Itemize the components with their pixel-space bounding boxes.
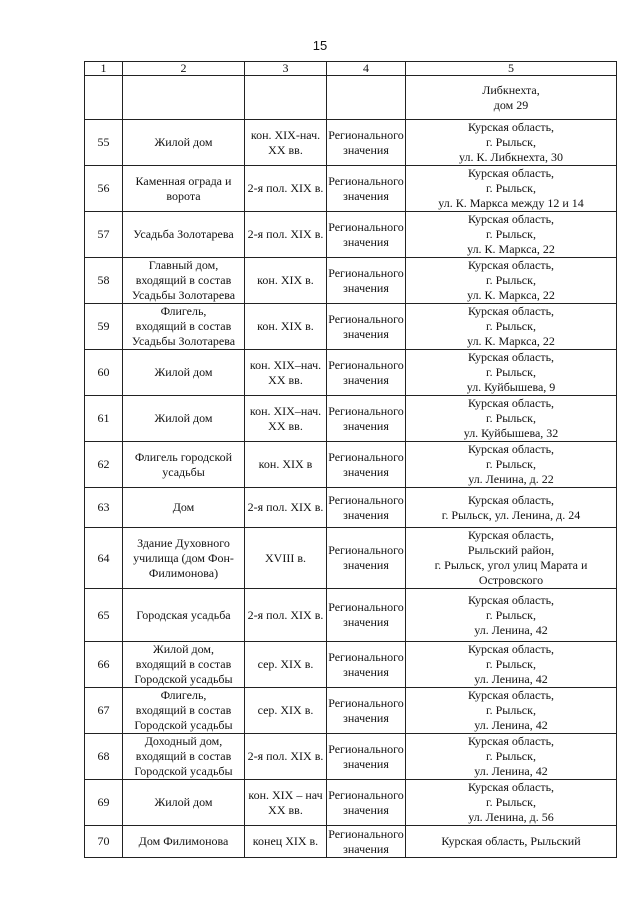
heritage-objects-table bbox=[84, 61, 617, 858]
cell-address: Курская область, Рыльский район, г. Рыльск, угол улиц Марата и Островского bbox=[406, 528, 617, 589]
cell-date: сер. XIX в. bbox=[245, 642, 327, 688]
cell-number: 66 bbox=[85, 642, 123, 688]
cell-name: Главный дом, входящий в состав Усадьбы Золотарева bbox=[123, 258, 245, 304]
cell-number: 64 bbox=[85, 528, 123, 589]
cell-category: Регионального значения bbox=[327, 350, 406, 396]
cell-category: Регионального значения bbox=[327, 734, 406, 780]
table-row bbox=[85, 589, 617, 642]
cell-number: 58 bbox=[85, 258, 123, 304]
cell-date: кон. XIX–нач. XX вв. bbox=[245, 396, 327, 442]
column-header: 5 bbox=[406, 62, 617, 76]
cell-number: 67 bbox=[85, 688, 123, 734]
table-header-row bbox=[85, 62, 617, 76]
cell-category: Регионального значения bbox=[327, 528, 406, 589]
column-header: 4 bbox=[327, 62, 406, 76]
cell-address: Либкнехта, дом 29 bbox=[406, 76, 617, 120]
cell-name: Жилой дом bbox=[123, 350, 245, 396]
cell-date: кон. XIX в. bbox=[245, 304, 327, 350]
table-row bbox=[85, 120, 617, 166]
cell-name: Жилой дом bbox=[123, 396, 245, 442]
cell-date: кон. XIX – нач XX вв. bbox=[245, 780, 327, 826]
table-row bbox=[85, 528, 617, 589]
cell-name: Жилой дом, входящий в состав Городской усадьбы bbox=[123, 642, 245, 688]
column-header: 2 bbox=[123, 62, 245, 76]
cell-number bbox=[85, 76, 123, 120]
cell-address: Курская область, г. Рыльск, ул. К. Маркса, 22 bbox=[406, 212, 617, 258]
page-number: 15 bbox=[312, 38, 328, 53]
table-row bbox=[85, 258, 617, 304]
cell-date: 2-я пол. XIX в. bbox=[245, 166, 327, 212]
cell-number: 70 bbox=[85, 826, 123, 858]
cell-category: Регионального значения bbox=[327, 120, 406, 166]
cell-address: Курская область, г. Рыльск, ул. Ленина, 42 bbox=[406, 688, 617, 734]
table-row bbox=[85, 350, 617, 396]
cell-date: сер. XIX в. bbox=[245, 688, 327, 734]
cell-category: Регионального значения bbox=[327, 488, 406, 528]
cell-address: Курская область, г. Рыльск, ул. К. Маркса, 22 bbox=[406, 304, 617, 350]
cell-name: Доходный дом, входящий в состав Городской усадьбы bbox=[123, 734, 245, 780]
table-row bbox=[85, 488, 617, 528]
cell-date bbox=[245, 76, 327, 120]
cell-address: Курская область, г. Рыльск, ул. К. Маркса, 22 bbox=[406, 258, 617, 304]
table-row bbox=[85, 212, 617, 258]
cell-category: Регионального значения bbox=[327, 688, 406, 734]
cell-date: кон. XIX-нач. XX вв. bbox=[245, 120, 327, 166]
cell-address: Курская область, г. Рыльск, ул. Ленина, д. 22 bbox=[406, 442, 617, 488]
cell-category: Регионального значения bbox=[327, 396, 406, 442]
cell-category: Регионального значения bbox=[327, 642, 406, 688]
cell-address: Курская область, Рыльский bbox=[406, 826, 617, 858]
table-row bbox=[85, 166, 617, 212]
cell-category: Регионального значения bbox=[327, 304, 406, 350]
cell-name: Флигель, входящий в состав Усадьбы Золотарева bbox=[123, 304, 245, 350]
cell-number: 63 bbox=[85, 488, 123, 528]
table-row bbox=[85, 442, 617, 488]
cell-date: конец XIX в. bbox=[245, 826, 327, 858]
cell-category: Регионального значения bbox=[328, 826, 404, 856]
cell-category: Регионального значения bbox=[327, 258, 406, 304]
cell-category: Регионального значения bbox=[327, 442, 406, 488]
cell-address: Курская область, г. Рыльск, ул. Ленина, 42 bbox=[406, 589, 617, 642]
cell-address: Курская область, г. Рыльск, ул. Ленина, д. 24 bbox=[406, 488, 617, 528]
table-row-continuation bbox=[85, 76, 617, 120]
cell-date: кон. XIX–нач. XX вв. bbox=[245, 350, 327, 396]
cell-address: Курская область, г. Рыльск, ул. К. Либкнехта, 30 bbox=[406, 120, 617, 166]
table-row bbox=[85, 688, 617, 734]
cell-date: кон. XIX в. bbox=[245, 258, 327, 304]
cell-name: Здание Духовного училища (дом Фон- Филимонова) bbox=[123, 528, 245, 589]
column-header: 3 bbox=[245, 62, 327, 76]
table-row bbox=[85, 304, 617, 350]
cell-address: Курская область, г. Рыльск, ул. Ленина, 42 bbox=[406, 734, 617, 780]
cell-number: 65 bbox=[85, 589, 123, 642]
cell-category: Регионального значения bbox=[327, 166, 406, 212]
cell-number: 61 bbox=[85, 396, 123, 442]
column-header: 1 bbox=[85, 62, 123, 76]
cell-address: Курская область, г. Рыльск, ул. Куйбышева, 9 bbox=[406, 350, 617, 396]
cell-category: Регионального значения bbox=[327, 589, 406, 642]
cell-address: Курская область, г. Рыльск, ул. Ленина, д. 56 bbox=[406, 780, 617, 826]
cell-address: Курская область, г. Рыльск, ул. Куйбышева, 32 bbox=[406, 396, 617, 442]
cell-name: Дом bbox=[123, 488, 245, 528]
cell-name: Городская усадьба bbox=[123, 589, 245, 642]
cell-address: Курская область, г. Рыльск, ул. К. Маркса между 12 и 14 bbox=[406, 166, 617, 212]
table-row bbox=[85, 826, 617, 858]
cell-number: 59 bbox=[85, 304, 123, 350]
cell-name: Жилой дом bbox=[123, 780, 245, 826]
cell-name: Усадьба Золотарева bbox=[123, 212, 245, 258]
table-row bbox=[85, 396, 617, 442]
cell-date: 2-я пол. XIX в. bbox=[245, 734, 327, 780]
cell-number: 69 bbox=[85, 780, 123, 826]
table-row bbox=[85, 734, 617, 780]
cell-name: Каменная ограда и ворота bbox=[123, 166, 245, 212]
cell-name: Жилой дом bbox=[123, 120, 245, 166]
cell-date: кон. XIX в bbox=[245, 442, 327, 488]
cell-date: XVIII в. bbox=[245, 528, 327, 589]
cell-category: Регионального значения bbox=[327, 780, 406, 826]
cell-name bbox=[123, 76, 245, 120]
cell-number: 55 bbox=[85, 120, 123, 166]
cell-number: 62 bbox=[85, 442, 123, 488]
cell-name: Флигель городской усадьбы bbox=[123, 442, 245, 488]
cell-number: 57 bbox=[85, 212, 123, 258]
cell-name: Дом Филимонова bbox=[123, 826, 245, 858]
cell-number: 56 bbox=[85, 166, 123, 212]
cell-category bbox=[327, 76, 406, 120]
table-row bbox=[85, 642, 617, 688]
cell-number: 60 bbox=[85, 350, 123, 396]
cell-category: Регионального значения bbox=[327, 212, 406, 258]
cell-date: 2-я пол. XIX в. bbox=[245, 212, 327, 258]
table-row bbox=[85, 780, 617, 826]
cell-number: 68 bbox=[85, 734, 123, 780]
cell-name: Флигель, входящий в состав Городской усадьбы bbox=[123, 688, 245, 734]
cell-date: 2-я пол. XIX в. bbox=[245, 488, 327, 528]
cell-address: Курская область, г. Рыльск, ул. Ленина, 42 bbox=[406, 642, 617, 688]
cell-date: 2-я пол. XIX в. bbox=[245, 589, 327, 642]
